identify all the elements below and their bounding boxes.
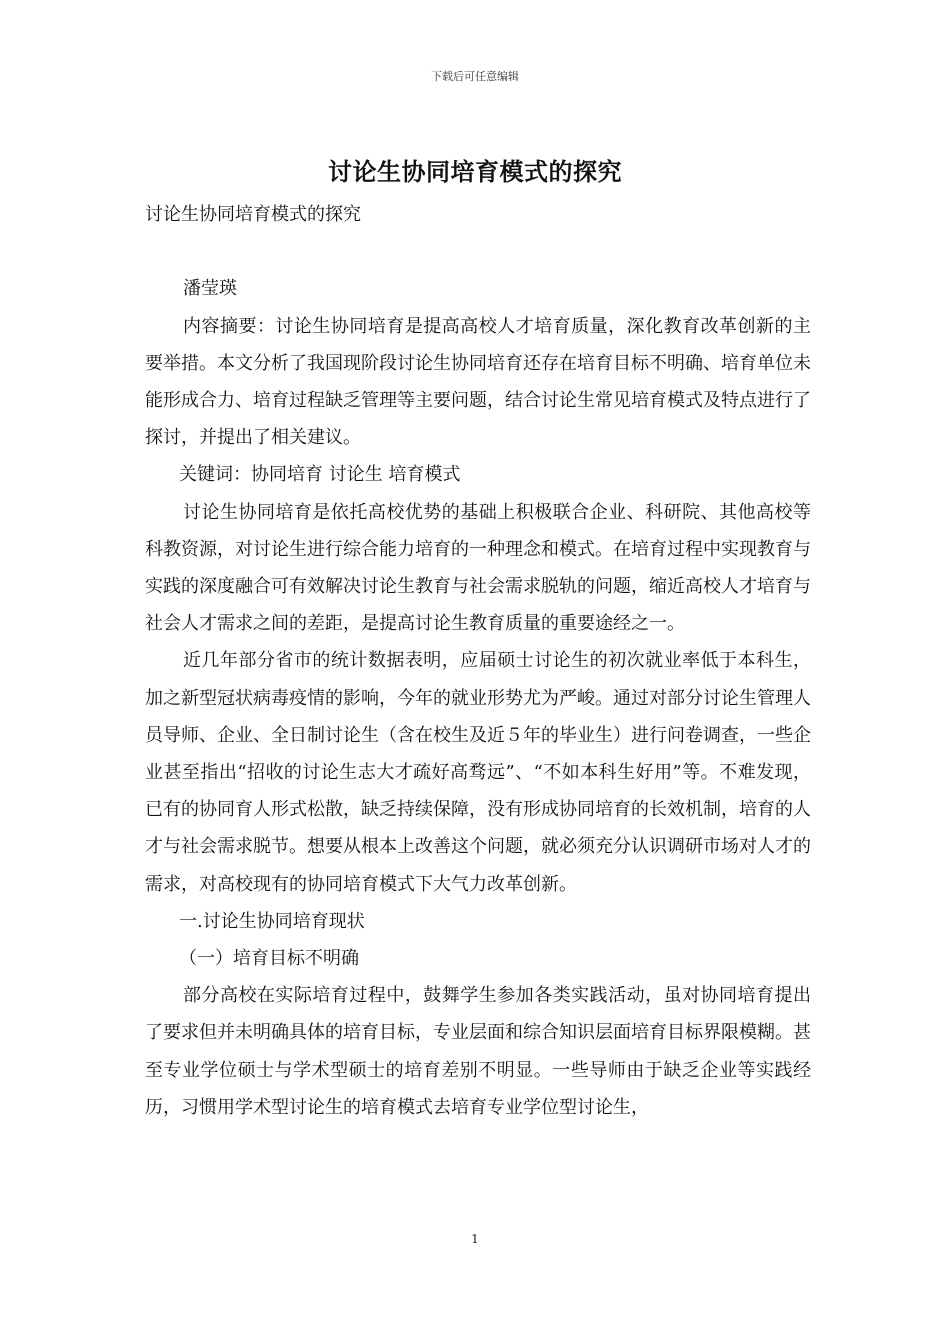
author-name: 潘莹瑛 xyxy=(183,278,237,300)
subtitle: 讨论生协同培育模式的探究 xyxy=(145,204,361,225)
header-note: 下载后可任意编辑 xyxy=(431,70,519,83)
body-paragraph: 部分高校在实际培育过程中，鼓舞学生参加各类实践活动，虽对协同培育提出了要求但并未明确具体的培育目标，专业层面和综合知识层面培育目标界限模糊。甚至专业学位硕士与学术型硕士的培育差别不明显。一些导师由于缺乏企业等实践经历，习惯用学术型讨论生的培育模式去培育专业学位型讨论生， xyxy=(145,985,811,1118)
author xyxy=(145,270,811,307)
body-paragraph: 近几年部分省市的统计数据表明，应届硕士讨论生的初次就业率低于本科生，加之新型冠状病毒疫情的影响，今年的就业形势尤为严峻。通过对部分讨论生管理人员导师、企业、全日制讨论生（含在校生及近５年的毕业生）进行问卷调查，一些企业甚至指出“招收的讨论生志大才疏好高骛远”、“不如本科生好用”等。不难发现，已有的协同育人形式松散，缺乏持续保障，没有形成协同培育的长效机制，培育的人才与社会需求脱节。想要从根本上改善这个问题，就必须充分认识调研市场对人才的需求，对高校现有的协同培育模式下大气力改革创新。 xyxy=(145,650,811,895)
subsection-heading: （一）培育目标不明确 xyxy=(179,948,359,970)
page-number: 1 xyxy=(471,1232,479,1246)
section-heading: 一.讨论生协同培育现状 xyxy=(179,910,365,932)
document-body xyxy=(145,196,811,1126)
abstract: 内容摘要：讨论生协同培育是提高高校人才培育质量，深化教育改革创新的主要举措。本文分析了我国现阶段讨论生协同培育还存在培育目标不明确、培育单位未能形成合力、培育过程缺乏管理等主要问题，结合讨论生常见培育模式及特点进行了探讨，并提出了相关建议。 xyxy=(145,315,811,449)
body-paragraph: 讨论生协同培育是依托高校优势的基础上积极联合企业、科研院、其他高校等科教资源，对讨论生进行综合能力培育的一种理念和模式。在培育过程中实现教育与实践的深度融合可有效解决讨论生教育与社会需求脱轨的问题，缩近高校人才培育与社会人才需求之间的差距，是提高讨论生教育质量的重要途经之一。 xyxy=(145,501,811,635)
keywords: 关键词：协同培育 讨论生 培育模式 xyxy=(179,464,461,486)
document-title: 讨论生协同培育模式的探究 xyxy=(328,157,622,186)
